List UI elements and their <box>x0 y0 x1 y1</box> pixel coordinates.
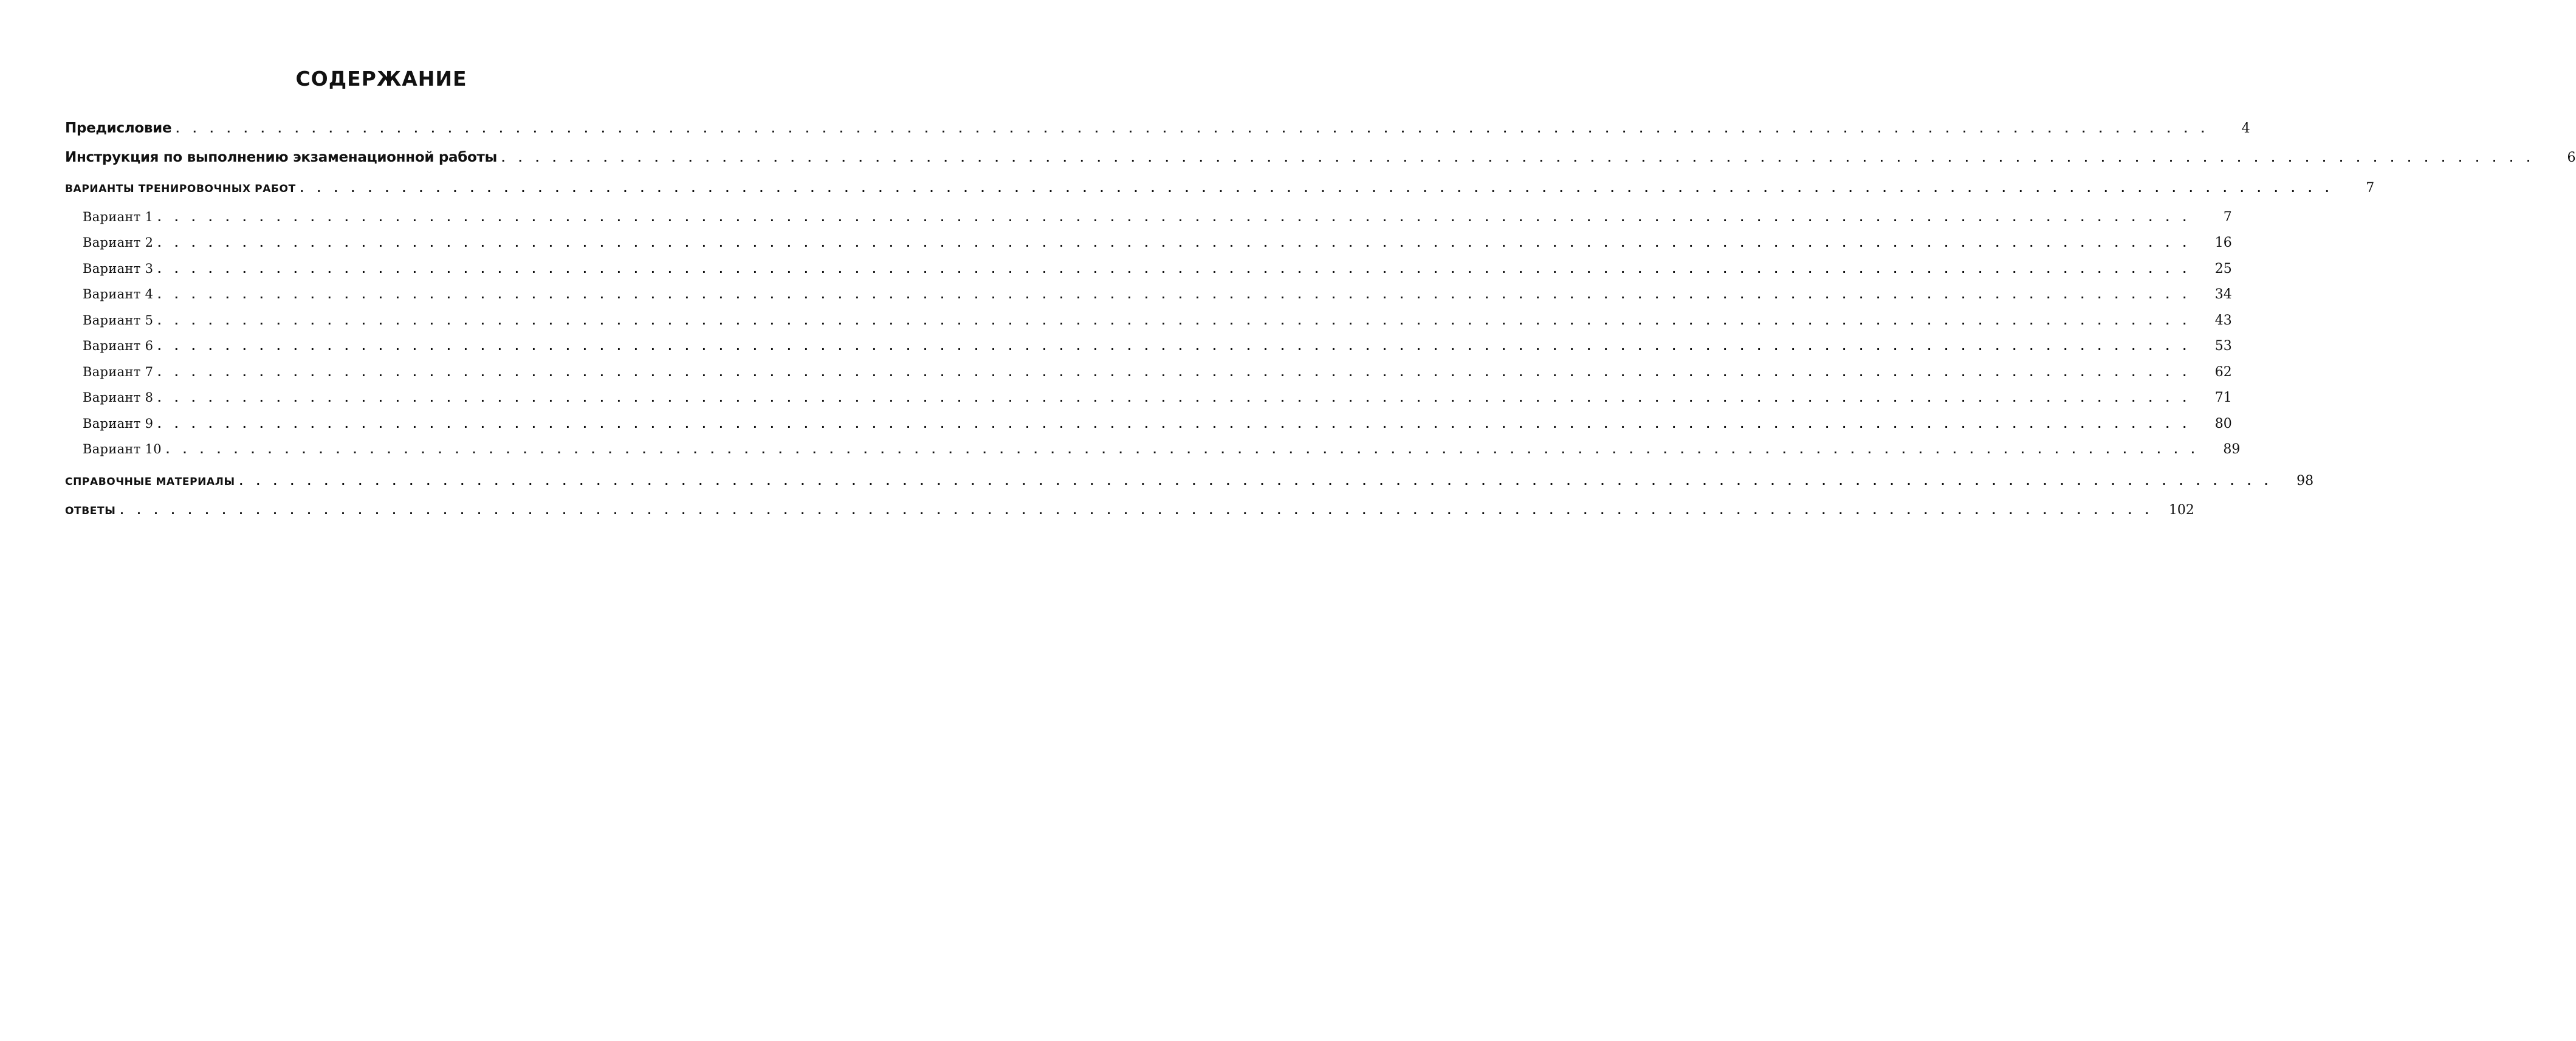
toc-entry-training-variants[interactable] <box>65 180 2375 196</box>
toc-entry-label: Инструкция по выполнению экзаменационной работы <box>65 149 498 165</box>
toc-entry-page: 4 <box>2241 121 2250 136</box>
toc-entry-page: 102 <box>2168 503 2194 518</box>
toc-entry-answers[interactable] <box>65 503 2194 518</box>
toc-entry-page: 34 <box>2214 287 2232 302</box>
toc-entry-page: 7 <box>2223 210 2232 225</box>
toc-entry-preface[interactable] <box>65 120 2250 137</box>
toc-entry-page: 71 <box>2214 390 2232 405</box>
toc-entry-variant-9[interactable] <box>83 416 2232 432</box>
toc-entry-page: 25 <box>2214 261 2232 277</box>
toc-entry-page: 62 <box>2214 365 2232 380</box>
toc-entry-variant-8[interactable] <box>83 390 2232 406</box>
toc-entry-page: 89 <box>2223 442 2241 457</box>
toc-entry-label: Предисловие <box>65 120 172 136</box>
toc-entry-variant-10[interactable] <box>83 442 2241 458</box>
toc-entry-label: СПРАВОЧНЫЕ МАТЕРИАЛЫ <box>65 476 235 488</box>
toc-entry-page: 53 <box>2214 338 2232 354</box>
toc-entry-label: Вариант 4 <box>83 287 154 301</box>
toc-entry-reference-materials[interactable] <box>65 473 2314 489</box>
dot-leader: . . . . . . . . . . . . . . . . . . . . . . . . . . . . . . . . . . . . . . . . . . . . . . . . . . . . . . . . . . . . . . . . . . . . . . . . . . . . . . . . . . . . . . . . . . . . . . . . . . . . . . . . . . . . . . . . . . . . . . . . <box>237 475 2272 489</box>
toc-entry-variant-5[interactable] <box>83 313 2232 329</box>
dot-leader: . . . . . . . . . . . . . . . . . . . . . . . . . . . . . . . . . . . . . . . . . . . . . . . . . . . . . . . . . . . . . . . . . . . . . . . . . . . . . . . . . . . . . . . . . . . . . . . . . . . . . . . . . . . . . . . . . . . . . . . . <box>156 315 2190 329</box>
toc-entry-label: Вариант 3 <box>83 261 154 276</box>
toc-entry-variant-4[interactable] <box>83 287 2232 303</box>
dot-leader: . . . . . . . . . . . . . . . . . . . . . . . . . . . . . . . . . . . . . . . . . . . . . . . . . . . . . . . . . . . . . . . . . . . . . . . . . . . . . . . . . . . . . . . . . . . . . . . . . . . . . . . . . . . . . . . . . . . . . . . . <box>156 392 2190 406</box>
toc-entry-variant-2[interactable] <box>83 235 2232 251</box>
toc-entry-label: Вариант 6 <box>83 338 154 353</box>
toc-entry-page: 43 <box>2214 313 2232 328</box>
dot-leader: . . . . . . . . . . . . . . . . . . . . . . . . . . . . . . . . . . . . . . . . . . . . . . . . . . . . . . . . . . . . . . . . . . . . . . . . . . . . . . . . . . . . . . . . . . . . . . . . . . . . . . . . . . . . . . . . . . . . . . . . <box>156 263 2190 277</box>
dot-leader: . . . . . . . . . . . . . . . . . . . . . . . . . . . . . . . . . . . . . . . . . . . . . . . . . . . . . . . . . . . . . . . . . . . . . . . . . . . . . . . . . . . . . . . . . . . . . . . . . . . . . . . . . . . . . . . . . . . . . . . . <box>156 289 2190 303</box>
dot-leader: . . . . . . . . . . . . . . . . . . . . . . . . . . . . . . . . . . . . . . . . . . . . . . . . . . . . . . . . . . . . . . . . . . . . . . . . . . . . . . . . . . . . . . . . . . . . . . . . . . . . . . . . . . . . . . . . . . . . . . . . <box>500 152 2533 166</box>
toc-entry-page: 7 <box>2366 180 2375 196</box>
dot-leader: . . . . . . . . . . . . . . . . . . . . . . . . . . . . . . . . . . . . . . . . . . . . . . . . . . . . . . . . . . . . . . . . . . . . . . . . . . . . . . . . . . . . . . . . . . . . . . . . . . . . . . . . . . . . . . . . . . . . . . . . <box>174 123 2208 137</box>
toc-entry-page: 98 <box>2296 473 2314 489</box>
toc-entry-label: Вариант 1 <box>83 210 154 224</box>
toc-entry-instructions[interactable] <box>65 149 2576 166</box>
toc-entry-variant-1[interactable] <box>83 210 2232 225</box>
toc-entry-variant-6[interactable] <box>83 338 2232 354</box>
toc-entry-label: Вариант 10 <box>83 442 162 456</box>
dot-leader: . . . . . . . . . . . . . . . . . . . . . . . . . . . . . . . . . . . . . . . . . . . . . . . . . . . . . . . . . . . . . . . . . . . . . . . . . . . . . . . . . . . . . . . . . . . . . . . . . . . . . . . . . . . . . . . . . . . . . . . . <box>163 444 2198 458</box>
toc-entry-label: Вариант 9 <box>83 416 154 431</box>
toc-entry-variant-7[interactable] <box>83 365 2232 380</box>
toc-entry-page: 6 <box>2567 150 2576 165</box>
dot-leader: . . . . . . . . . . . . . . . . . . . . . . . . . . . . . . . . . . . . . . . . . . . . . . . . . . . . . . . . . . . . . . . . . . . . . . . . . . . . . . . . . . . . . . . . . . . . . . . . . . . . . . . . . . . . . . . . . . . . . . . . <box>156 211 2190 225</box>
toc-entry-label: Вариант 7 <box>83 365 154 379</box>
dot-leader: . . . . . . . . . . . . . . . . . . . . . . . . . . . . . . . . . . . . . . . . . . . . . . . . . . . . . . . . . . . . . . . . . . . . . . . . . . . . . . . . . . . . . . . . . . . . . . . . . . . . . . . . . . . . . . . . . . . . . . . . <box>118 504 2152 518</box>
dot-leader: . . . . . . . . . . . . . . . . . . . . . . . . . . . . . . . . . . . . . . . . . . . . . . . . . . . . . . . . . . . . . . . . . . . . . . . . . . . . . . . . . . . . . . . . . . . . . . . . . . . . . . . . . . . . . . . . . . . . . . . . <box>156 237 2190 251</box>
toc-entry-page: 16 <box>2214 235 2232 250</box>
dot-leader: . . . . . . . . . . . . . . . . . . . . . . . . . . . . . . . . . . . . . . . . . . . . . . . . . . . . . . . . . . . . . . . . . . . . . . . . . . . . . . . . . . . . . . . . . . . . . . . . . . . . . . . . . . . . . . . . . . . . . . . . <box>156 418 2190 432</box>
toc-entry-variant-3[interactable] <box>83 261 2232 277</box>
toc-entry-label: Вариант 2 <box>83 235 154 250</box>
toc-entry-label: ОТВЕТЫ <box>65 505 116 517</box>
dot-leader: . . . . . . . . . . . . . . . . . . . . . . . . . . . . . . . . . . . . . . . . . . . . . . . . . . . . . . . . . . . . . . . . . . . . . . . . . . . . . . . . . . . . . . . . . . . . . . . . . . . . . . . . . . . . . . . . . . . . . . . . <box>156 366 2190 380</box>
toc-entry-label: Вариант 5 <box>83 313 154 328</box>
toc-entry-label: ВАРИАНТЫ ТРЕНИРОВОЧНЫХ РАБОТ <box>65 183 296 195</box>
toc-entry-label: Вариант 8 <box>83 390 154 405</box>
dot-leader: . . . . . . . . . . . . . . . . . . . . . . . . . . . . . . . . . . . . . . . . . . . . . . . . . . . . . . . . . . . . . . . . . . . . . . . . . . . . . . . . . . . . . . . . . . . . . . . . . . . . . . . . . . . . . . . . . . . . . . . . <box>298 182 2332 196</box>
page-title: СОДЕРЖАНИЕ <box>295 67 467 91</box>
toc-entry-page: 80 <box>2214 416 2232 431</box>
dot-leader: . . . . . . . . . . . . . . . . . . . . . . . . . . . . . . . . . . . . . . . . . . . . . . . . . . . . . . . . . . . . . . . . . . . . . . . . . . . . . . . . . . . . . . . . . . . . . . . . . . . . . . . . . . . . . . . . . . . . . . . . <box>156 340 2190 354</box>
